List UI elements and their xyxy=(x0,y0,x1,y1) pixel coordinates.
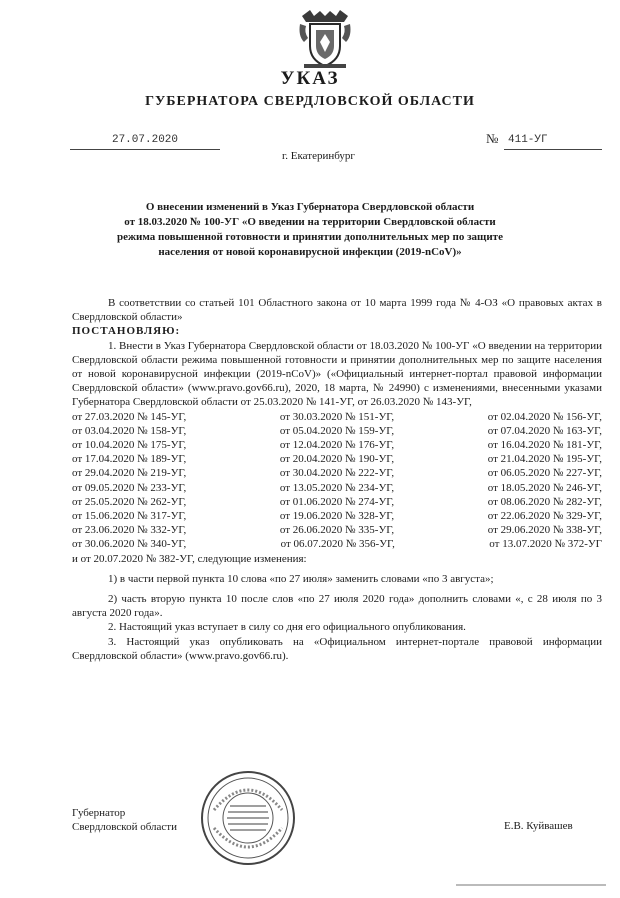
number-label: № xyxy=(486,131,499,146)
amendment-ref: от 13.07.2020 № 372-УГ xyxy=(489,538,602,551)
amendment-ref: от 03.04.2020 № 158-УГ, xyxy=(72,424,187,437)
title-line: О внесении изменений в Указ Губернатора Свердловской области xyxy=(145,201,475,213)
title-line: от 18.03.2020 № 100-УГ «О введении на территории Свердловской области xyxy=(124,216,496,228)
amendment-row xyxy=(72,523,602,537)
amendment-ref: от 08.06.2020 № 282-УГ, xyxy=(487,495,602,508)
signatory-position-line: Свердловской области xyxy=(72,821,177,833)
item-3: 3. Настоящий указ опубликовать на «Официальном интернет-портале правовой информации Свердловской области» (www.pravo.gov66.ru). xyxy=(72,635,602,662)
amendment-ref: от 13.05.2020 № 234-УГ, xyxy=(279,481,395,494)
official-round-seal-icon xyxy=(200,770,296,866)
subitem-1: 1) в части первой пункта 10 слова «по 27 июля» заменить словами «по 3 августа»; xyxy=(108,572,494,585)
amendment-row xyxy=(72,537,602,551)
amendment-ref: от 06.05.2020 № 227-УГ, xyxy=(487,467,602,480)
item-1: 1. Внести в Указ Губернатора Свердловской области от 18.03.2020 № 100-УГ «О введении на территории Свердловской области режима повышенной готовности и принятии дополнительных мер по защите населения от новой коронавирусной инфекции (2019-nCoV)» («Официальный интернет-портал правовой информации Свердловской области» (www.pravo.gov66.ru), 2020, 18 марта, № 24990) с изменениями, внесенными указами Губернатора Свердловской области от 25.03.2020 № 141-УГ, от 26.03.2020 № 143-УГ, xyxy=(72,339,602,409)
document-authority: ГУБЕРНАТОРА СВЕРДЛОВСКОЙ ОБЛАСТИ xyxy=(145,94,475,109)
subitem-2: 2) часть вторую пункта 10 после слов «по 27 июля 2020 года» дополнить словами «, с 28 июля по 3 августа 2020 года». xyxy=(72,592,602,620)
amendment-row xyxy=(72,452,602,466)
amendment-ref: от 10.04.2020 № 175-УГ, xyxy=(72,439,187,451)
document-type: УКАЗ xyxy=(280,68,340,89)
amendment-ref: от 29.06.2020 № 338-УГ, xyxy=(487,524,602,537)
amendment-ref: от 02.04.2020 № 156-УГ, xyxy=(487,410,602,423)
footer-barcode-icon xyxy=(456,882,606,888)
amendment-ref: от 30.06.2020 № 340-УГ, xyxy=(72,538,187,551)
amendment-ref: от 07.04.2020 № 163-УГ, xyxy=(487,424,602,437)
amendments-tail: и от 20.07.2020 № 382-УГ, следующие изменения: xyxy=(72,552,307,565)
signatory-name: Е.В. Куйвашев xyxy=(504,820,573,832)
signatory-position xyxy=(72,806,177,834)
document-title xyxy=(68,200,552,260)
amendment-ref: от 22.06.2020 № 329-УГ, xyxy=(487,509,602,522)
amendment-row xyxy=(72,466,602,480)
item-2: 2. Настоящий указ вступает в силу со дня его официального опубликования. xyxy=(108,621,466,634)
amendment-row xyxy=(72,438,602,452)
amendment-row xyxy=(72,509,602,523)
sverdlovsk-coat-of-arms-icon xyxy=(296,8,354,70)
amendment-ref: от 09.05.2020 № 233-УГ, xyxy=(72,481,187,494)
signatory-position-line: Губернатор xyxy=(72,807,126,819)
amendment-ref: от 06.07.2020 № 356-УГ, xyxy=(280,538,395,551)
document-body xyxy=(72,296,602,663)
amendment-ref: от 30.03.2020 № 151-УГ, xyxy=(279,410,395,423)
amendment-ref: от 30.04.2020 № 222-УГ, xyxy=(279,467,395,480)
document-city: г. Екатеринбург xyxy=(282,150,355,162)
amendment-ref: от 05.04.2020 № 159-УГ, xyxy=(279,424,395,437)
document-number: 411-УГ xyxy=(504,134,602,150)
amendment-ref: от 25.05.2020 № 262-УГ, xyxy=(72,495,187,508)
amendment-ref: от 15.06.2020 № 317-УГ, xyxy=(72,509,187,522)
amendment-ref: от 18.05.2020 № 246-УГ, xyxy=(487,481,602,494)
amendment-ref: от 21.04.2020 № 195-УГ, xyxy=(487,453,602,466)
amendment-ref: от 20.04.2020 № 190-УГ, xyxy=(279,453,395,466)
amendment-row xyxy=(72,495,602,509)
preamble: В соответствии со статьей 101 Областного закона от 10 марта 1999 года № 4-ОЗ «О правовых актах в Свердловской области» xyxy=(72,297,602,324)
amendment-ref: от 27.03.2020 № 145-УГ, xyxy=(72,410,187,423)
amendment-row xyxy=(72,410,602,424)
resolve-heading: ПОСТАНОВЛЯЮ: xyxy=(72,325,181,338)
amendment-ref: от 17.04.2020 № 189-УГ, xyxy=(72,453,187,466)
amendment-row xyxy=(72,481,602,495)
title-line: режима повышенной готовности и принятии дополнительных мер по защите xyxy=(117,231,503,243)
amendment-ref: от 19.06.2020 № 328-УГ, xyxy=(279,509,395,522)
amendment-ref: от 23.06.2020 № 332-УГ, xyxy=(72,524,187,537)
amendment-ref: от 12.04.2020 № 176-УГ, xyxy=(279,439,395,451)
amendment-ref: от 26.06.2020 № 335-УГ, xyxy=(279,524,395,537)
amendment-row xyxy=(72,424,602,438)
amendment-ref: от 16.04.2020 № 181-УГ, xyxy=(487,439,602,451)
amendments-list xyxy=(72,410,602,552)
document-date: 27.07.2020 xyxy=(70,134,220,150)
title-line: населения от новой коронавирусной инфекции (2019-nCoV)» xyxy=(158,246,462,258)
amendment-ref: от 01.06.2020 № 274-УГ, xyxy=(279,495,395,508)
amendment-ref: от 29.04.2020 № 219-УГ, xyxy=(72,467,187,480)
